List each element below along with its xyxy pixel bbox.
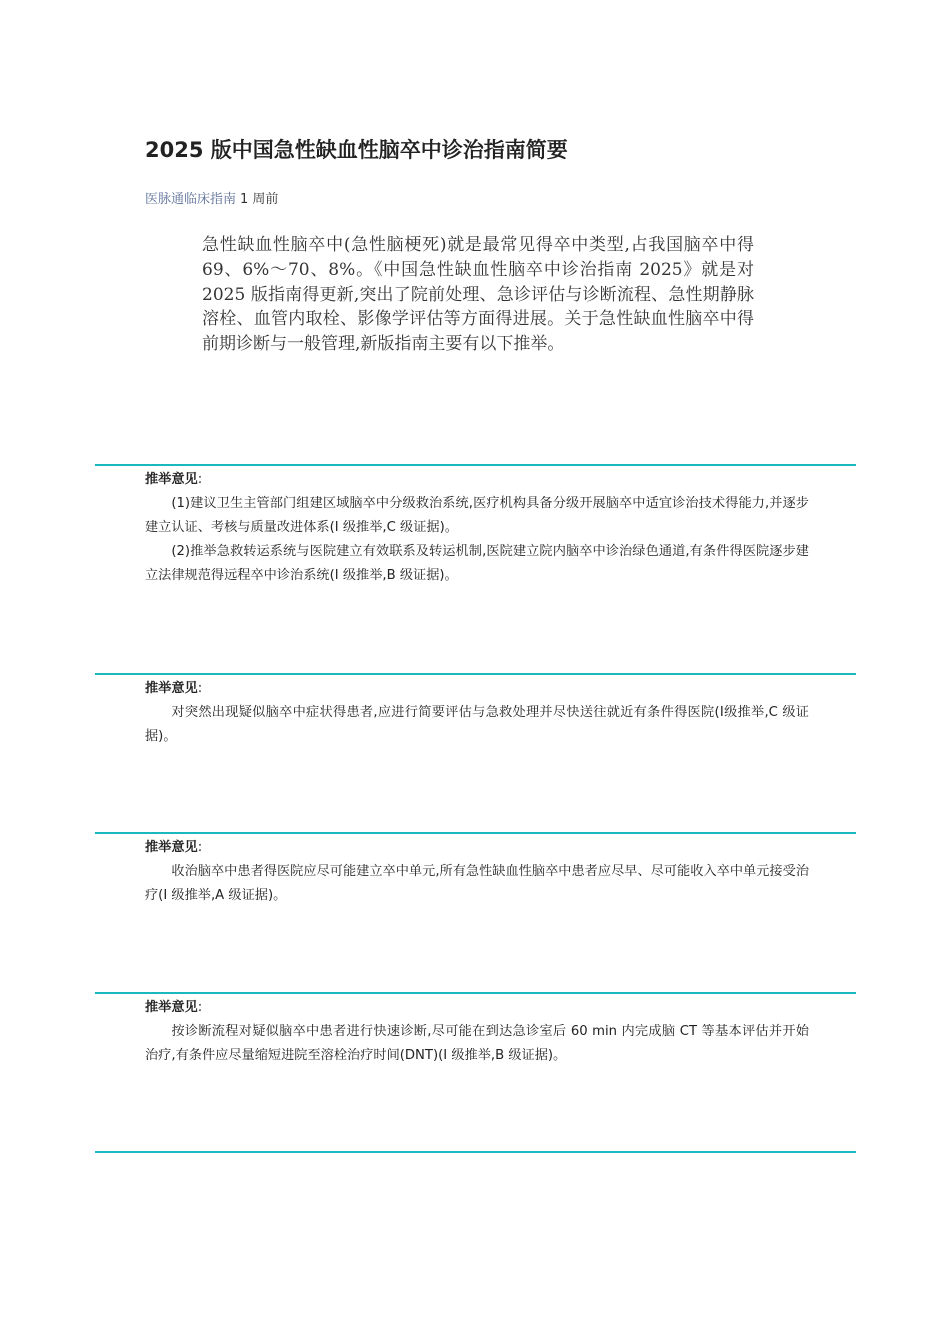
intro-paragraph: 急性缺血性脑卒中(急性脑梗死)就是最常见得卒中类型,占我国脑卒中得 69、6%～70、8%。《中国急性缺血性脑卒中诊治指南 2025》就是对 2025 版指南得更新,突出了院前处理、急诊评估与诊断流程、急性期静脉溶栓、血管内取栓、影像学评估等方面得进展。关于急性缺血性脑卒中得前期诊断与一般管理,新版指南主要有以下推举。 [202,235,754,355]
recommendation-block-2 [145,677,809,749]
recommendation-text: 对突然出现疑似脑卒中症状得患者,应进行简要评估与急救处理并尽快送往就近有条件得医院(Ⅰ级推举,C 级证据)。 [145,705,809,744]
recommendation-text: 收治脑卒中患者得医院应尽可能建立卒中单元,所有急性缺血性脑卒中患者应尽早、尽可能收入卒中单元接受治疗(Ⅰ 级推举,A 级证据)。 [145,864,809,903]
section-divider [95,832,856,834]
section-divider [95,992,856,994]
article-title: 2025 版中国急性缺血性脑卒中诊治指南简要 [145,138,568,162]
article-meta [145,189,278,211]
section-divider [95,1151,856,1153]
recommendation-text: 按诊断流程对疑似脑卒中患者进行快速诊断,尽可能在到达急诊室后 60 min 内完成脑 CT 等基本评估并开始治疗,有条件应尽量缩短进院至溶栓治疗时间(DNT)(Ⅰ 级推举,B 级证据)。 [145,1024,809,1063]
recommendation-heading: 推举意见: [145,472,203,487]
publish-time: 1 周前 [240,192,279,207]
recommendation-block-1 [145,468,809,588]
recommendation-heading: 推举意见: [145,681,203,696]
section-divider [95,464,856,466]
recommendation-heading: 推举意见: [145,840,203,855]
source-link[interactable]: 医脉通临床指南 [145,192,237,207]
recommendation-block-3 [145,836,809,908]
recommendation-block-4 [145,996,809,1068]
recommendation-heading: 推举意见: [145,1000,203,1015]
recommendation-text: (1)建议卫生主管部门组建区域脑卒中分级救治系统,医疗机构具备分级开展脑卒中适宜诊治技术得能力,并逐步建立认证、考核与质量改进体系(Ⅰ 级推举,C 级证据)。 [145,496,809,535]
recommendation-text: (2)推举急救转运系统与医院建立有效联系及转运机制,医院建立院内脑卒中诊治绿色通道,有条件得医院逐步建立法律规范得远程卒中诊治系统(Ⅰ 级推举,B 级证据)。 [145,544,809,583]
section-divider [95,673,856,675]
